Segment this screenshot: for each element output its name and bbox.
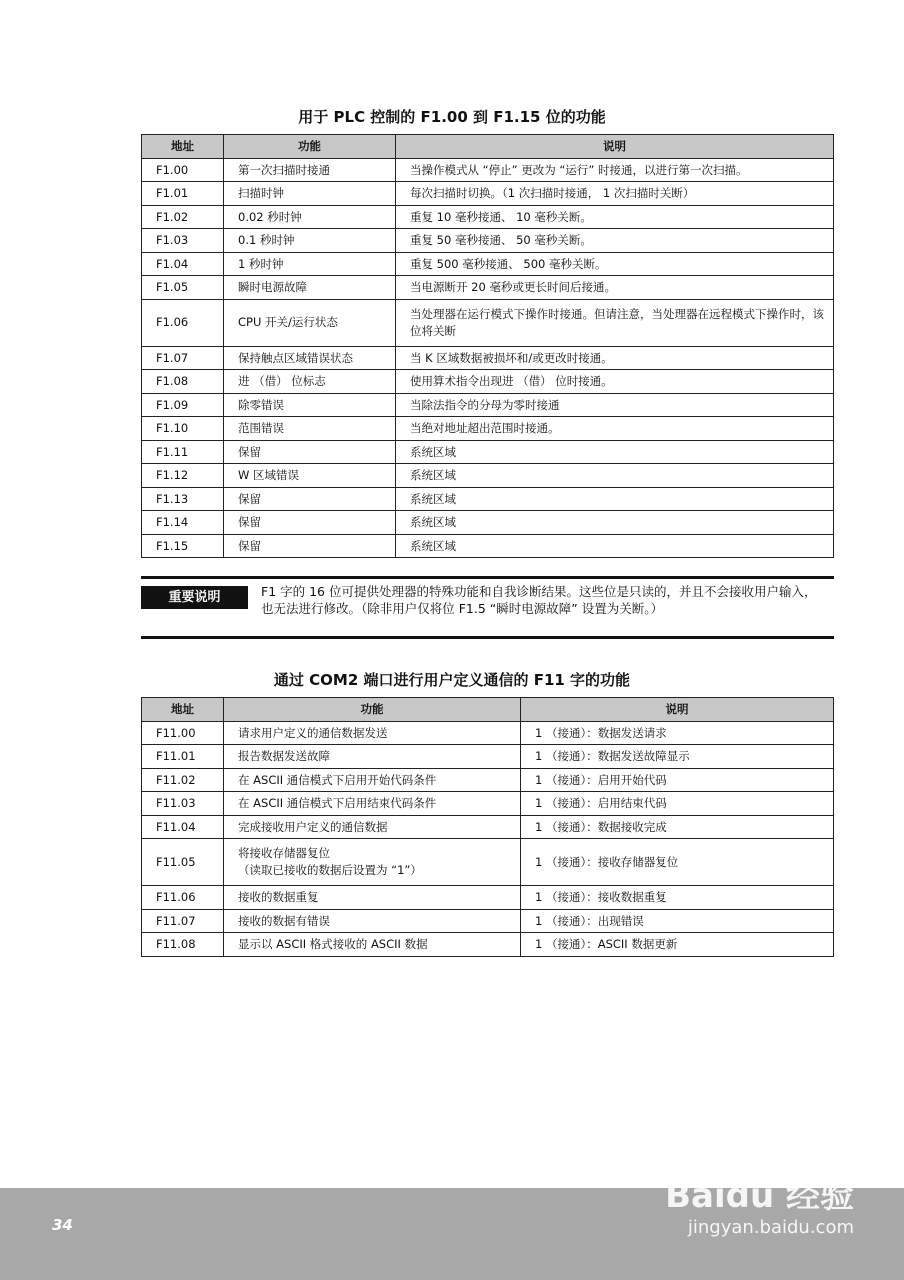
cell-function: 在 ASCII 通信模式下启用结束代码条件 <box>224 792 521 816</box>
table-row <box>142 205 834 229</box>
cell-description: 使用算术指令出现进 （借） 位时接通。 <box>396 370 834 394</box>
cell-description: 系统区域 <box>396 440 834 464</box>
cell-function: 0.02 秒时钟 <box>224 205 396 229</box>
cell-description: 重复 10 毫秒接通、 10 毫秒关断。 <box>396 205 834 229</box>
cell-description: 当电源断开 20 毫秒或更长时间后接通。 <box>396 276 834 300</box>
cell-description: 当操作模式从 “停止” 更改为 “运行” 时接通，以进行第一次扫描。 <box>396 158 834 182</box>
f1-bits-table <box>141 134 834 558</box>
table-row <box>142 886 834 910</box>
baidu-watermark <box>665 1168 854 1238</box>
cell-description: 1 （接通）：接收存储器复位 <box>521 839 834 886</box>
cell-address: F1.07 <box>142 346 224 370</box>
table-row <box>142 440 834 464</box>
table-row <box>142 252 834 276</box>
cell-description: 系统区域 <box>396 464 834 488</box>
cell-address: F11.01 <box>142 745 224 769</box>
cell-description: 当除法指令的分母为零时接通 <box>396 393 834 417</box>
cell-address: F1.08 <box>142 370 224 394</box>
cell-address: F1.04 <box>142 252 224 276</box>
cell-description: 当绝对地址超出范围时接通。 <box>396 417 834 441</box>
table-row <box>142 464 834 488</box>
table-row <box>142 511 834 535</box>
cell-address: F1.10 <box>142 417 224 441</box>
f11-bits-table <box>141 697 834 957</box>
cell-address: F1.15 <box>142 534 224 558</box>
cell-function: 保留 <box>224 440 396 464</box>
cell-description: 系统区域 <box>396 487 834 511</box>
table-row <box>142 815 834 839</box>
table-row <box>142 417 834 441</box>
table-row <box>142 346 834 370</box>
watermark-logo: Baidu 经验 <box>665 1176 854 1216</box>
table-row <box>142 792 834 816</box>
table-row <box>142 158 834 182</box>
table-row <box>142 370 834 394</box>
cell-description: 1 （接通）：数据发送请求 <box>521 721 834 745</box>
cell-function: 范围错误 <box>224 417 396 441</box>
cell-function: 1 秒时钟 <box>224 252 396 276</box>
cell-function: 进 （借） 位标志 <box>224 370 396 394</box>
cell-description: 1 （接通）：数据发送故障显示 <box>521 745 834 769</box>
cell-address: F11.08 <box>142 933 224 957</box>
cell-address: F1.11 <box>142 440 224 464</box>
table2-title: 通过 COM2 端口进行用户定义通信的 F11 字的功能 <box>273 671 631 689</box>
cell-address: F1.02 <box>142 205 224 229</box>
cell-description: 系统区域 <box>396 534 834 558</box>
cell-address: F11.00 <box>142 721 224 745</box>
table-row <box>142 534 834 558</box>
table-row <box>142 933 834 957</box>
cell-address: F11.05 <box>142 839 224 886</box>
watermark-url: jingyan.baidu.com <box>687 1217 854 1238</box>
cell-description: 系统区域 <box>396 511 834 535</box>
page-footer <box>0 1176 904 1280</box>
cell-description: 1 （接通）：出现错误 <box>521 909 834 933</box>
table-row <box>142 276 834 300</box>
cell-function: 保留 <box>224 487 396 511</box>
cell-function: 扫描时钟 <box>224 182 396 206</box>
cell-function: 报告数据发送故障 <box>224 745 521 769</box>
cell-function: 请求用户定义的通信数据发送 <box>224 721 521 745</box>
table-row <box>142 721 834 745</box>
cell-address: F1.14 <box>142 511 224 535</box>
cell-address: F1.06 <box>142 299 224 346</box>
cell-description: 当 K 区域数据被损坏和/或更改时接通。 <box>396 346 834 370</box>
table1-title: 用于 PLC 控制的 F1.00 到 F1.15 位的功能 <box>298 108 606 126</box>
cell-function: 保留 <box>224 511 396 535</box>
important-note <box>141 576 834 639</box>
table-row <box>142 299 834 346</box>
note-label: 重要说明 <box>141 586 248 609</box>
cell-description: 重复 50 毫秒接通、 50 毫秒关断。 <box>396 229 834 253</box>
cell-function: 完成接收用户定义的通信数据 <box>224 815 521 839</box>
header-function: 功能 <box>224 135 396 159</box>
table-row <box>142 768 834 792</box>
cell-function: W 区域错误 <box>224 464 396 488</box>
cell-address: F1.01 <box>142 182 224 206</box>
header-description: 说明 <box>396 135 834 159</box>
cell-address: F1.12 <box>142 464 224 488</box>
cell-function: 接收的数据有错误 <box>224 909 521 933</box>
cell-description: 1 （接通）：启用开始代码 <box>521 768 834 792</box>
note-text: F1 字的 16 位可提供处理器的特殊功能和自我诊断结果。这些位是只读的，并且不会接收用户输入，也无法进行修改。（除非用户仅将位 F1.5 “瞬时电源故障” 设置为关断。） <box>261 584 817 616</box>
cell-address: F11.02 <box>142 768 224 792</box>
header-address: 地址 <box>142 698 224 722</box>
cell-function: CPU 开关/运行状态 <box>224 299 396 346</box>
cell-function: 除零错误 <box>224 393 396 417</box>
cell-address: F1.13 <box>142 487 224 511</box>
cell-description: 1 （接通）：接收数据重复 <box>521 886 834 910</box>
cell-description: 当处理器在运行模式下操作时接通。但请注意，当处理器在远程模式下操作时，该位将关断 <box>396 299 834 346</box>
cell-function: 保持触点区域错误状态 <box>224 346 396 370</box>
cell-address: F1.05 <box>142 276 224 300</box>
cell-description: 重复 500 毫秒接通、 500 毫秒关断。 <box>396 252 834 276</box>
cell-function: 在 ASCII 通信模式下启用开始代码条件 <box>224 768 521 792</box>
header-address: 地址 <box>142 135 224 159</box>
cell-function: 保留 <box>224 534 396 558</box>
cell-function: 将接收存储器复位 （读取已接收的数据后设置为 “1”） <box>224 839 521 886</box>
cell-description: 1 （接通）：启用结束代码 <box>521 792 834 816</box>
page-number: 34 <box>52 1216 73 1234</box>
cell-function: 瞬时电源故障 <box>224 276 396 300</box>
header-description: 说明 <box>521 698 834 722</box>
table-row <box>142 229 834 253</box>
table-row <box>142 909 834 933</box>
cell-description: 1 （接通）：数据接收完成 <box>521 815 834 839</box>
cell-function: 显示以 ASCII 格式接收的 ASCII 数据 <box>224 933 521 957</box>
cell-address: F11.03 <box>142 792 224 816</box>
header-function: 功能 <box>224 698 521 722</box>
table-row <box>142 487 834 511</box>
cell-address: F1.03 <box>142 229 224 253</box>
cell-address: F11.06 <box>142 886 224 910</box>
cell-address: F11.04 <box>142 815 224 839</box>
cell-function: 0.1 秒时钟 <box>224 229 396 253</box>
cell-description: 1 （接通）：ASCII 数据更新 <box>521 933 834 957</box>
cell-description: 每次扫描时切换。（1 次扫描时接通， 1 次扫描时关断） <box>396 182 834 206</box>
cell-function: 第一次扫描时接通 <box>224 158 396 182</box>
cell-function: 接收的数据重复 <box>224 886 521 910</box>
cell-address: F1.00 <box>142 158 224 182</box>
cell-address: F11.07 <box>142 909 224 933</box>
cell-address: F1.09 <box>142 393 224 417</box>
table-row <box>142 182 834 206</box>
table-row <box>142 393 834 417</box>
table-row <box>142 745 834 769</box>
table-row <box>142 839 834 886</box>
